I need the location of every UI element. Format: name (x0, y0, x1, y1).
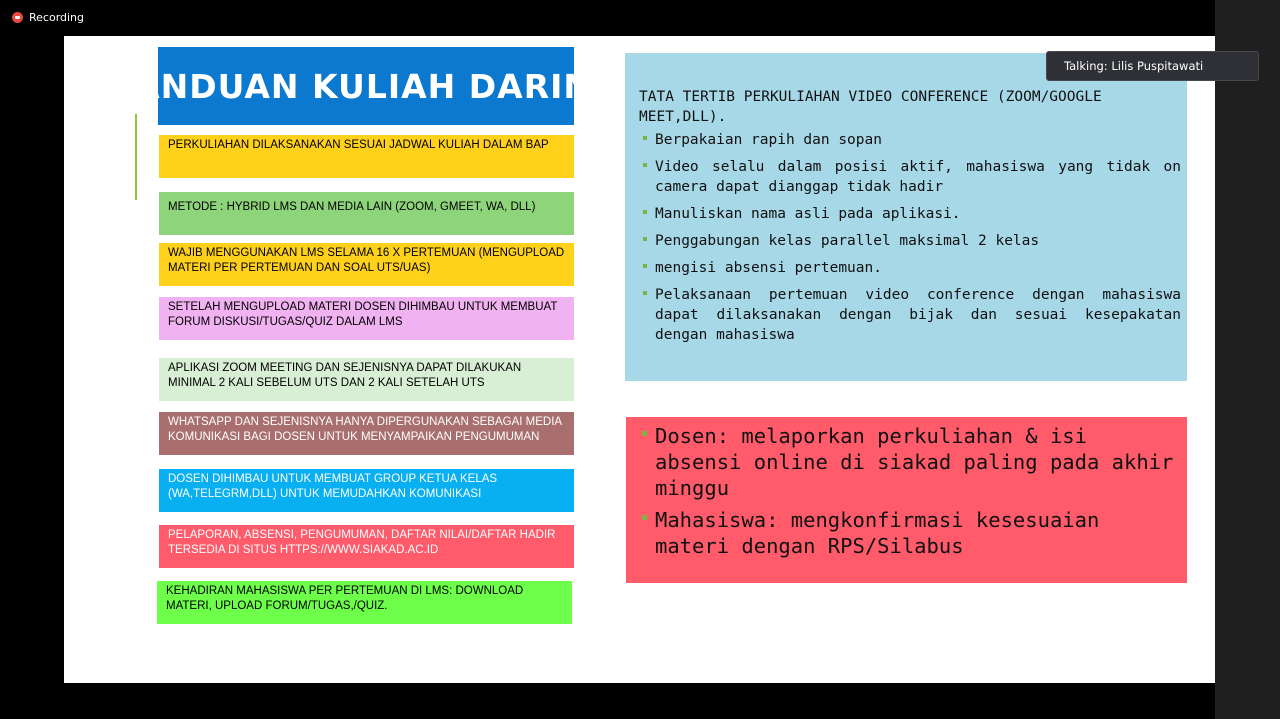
rules-heading: TATA TERTIB PERKULIAHAN VIDEO CONFERENCE (ZOOM/GOOGLE MEET,DLL). (639, 89, 1102, 125)
guideline-box-3: WAJIB MENGGUNAKAN LMS SELAMA 16 X PERTEMUAN (MENGUPLOAD MATERI PER PERTEMUAN DAN SOAL UTS/UAS) (159, 243, 574, 286)
rule-item: mengisi absensi pertemuan. (639, 258, 1181, 278)
shared-screen-slide (64, 36, 1215, 683)
reporting-notes-panel (626, 417, 1187, 583)
guideline-box-2: METODE : HYBRID LMS DAN MEDIA LAIN (ZOOM, GMEET, WA, DLL) (159, 192, 574, 235)
guideline-box-1: PERKULIAHAN DILAKSANAKAN SESUAI JADWAL KULIAH DALAM BAP (159, 135, 574, 178)
guideline-box-7: DOSEN DIHIMBAU UNTUK MEMBUAT GROUP KETUA KELAS (WA,TELEGRM,DLL) UNTUK MEMUDAHKAN KOMUNIKASI (159, 469, 574, 512)
note-item: Mahasiswa: mengkonfirmasi kesesuaian materi dengan RPS/Silabus (639, 507, 1179, 559)
record-icon (12, 12, 23, 23)
rule-item: Pelaksanaan pertemuan video conference dengan mahasiswa dapat dilaksanakan dengan bijak dan sesuai kesepakatan dengan mahasiswa (639, 285, 1181, 345)
active-speaker-indicator: Talking: Lilis Puspitawati (1046, 51, 1259, 81)
notes-list (639, 423, 1179, 559)
guideline-box-4: SETELAH MENGUPLOAD MATERI DOSEN DIHIMBAU UNTUK MEMBUAT FORUM DISKUSI/TUGAS/QUIZ DALAM LMS (159, 297, 574, 340)
recording-indicator (12, 11, 84, 24)
rule-item: Manuliskan nama asli pada aplikasi. (639, 204, 1181, 224)
video-conference-rules-panel (625, 53, 1187, 381)
rule-item: Video selalu dalam posisi aktif, mahasiswa yang tidak on camera dapat dianggap tidak hadir (639, 157, 1181, 197)
guideline-box-9: KEHADIRAN MAHASISWA PER PERTEMUAN DI LMS: DOWNLOAD MATERI, UPLOAD FORUM/TUGAS,/QUIZ. (157, 581, 572, 624)
guideline-box-8: PELAPORAN, ABSENSI, PENGUMUMAN, DAFTAR NILAI/DAFTAR HADIR TERSEDIA DI SITUS HTTPS://WWW.SIAKAD.AC.ID (159, 525, 574, 568)
rules-list (639, 130, 1181, 345)
rule-item: Penggabungan kelas parallel maksimal 2 kelas (639, 231, 1181, 251)
note-item: Dosen: melaporkan perkuliahan & isi absensi online di siakad paling pada akhir minggu (639, 423, 1179, 501)
right-panel-strip (1215, 0, 1280, 719)
rule-item: Berpakaian rapih dan sopan (639, 130, 1181, 150)
recording-label: Recording (29, 11, 85, 24)
guideline-box-5: APLIKASI ZOOM MEETING DAN SEJENISNYA DAPAT DILAKUKAN MINIMAL 2 KALI SEBELUM UTS DAN 2 KALI SETELAH UTS (159, 358, 574, 401)
decorative-divider (135, 114, 137, 200)
guideline-box-6: WHATSAPP DAN SEJENISNYA HANYA DIPERGUNAKAN SEBAGAI MEDIA KOMUNIKASI BAGI DOSEN UNTUK MENYAMPAIKAN PENGUMUMAN (159, 412, 574, 455)
slide-title: PANDUAN KULIAH DARING (158, 47, 574, 125)
